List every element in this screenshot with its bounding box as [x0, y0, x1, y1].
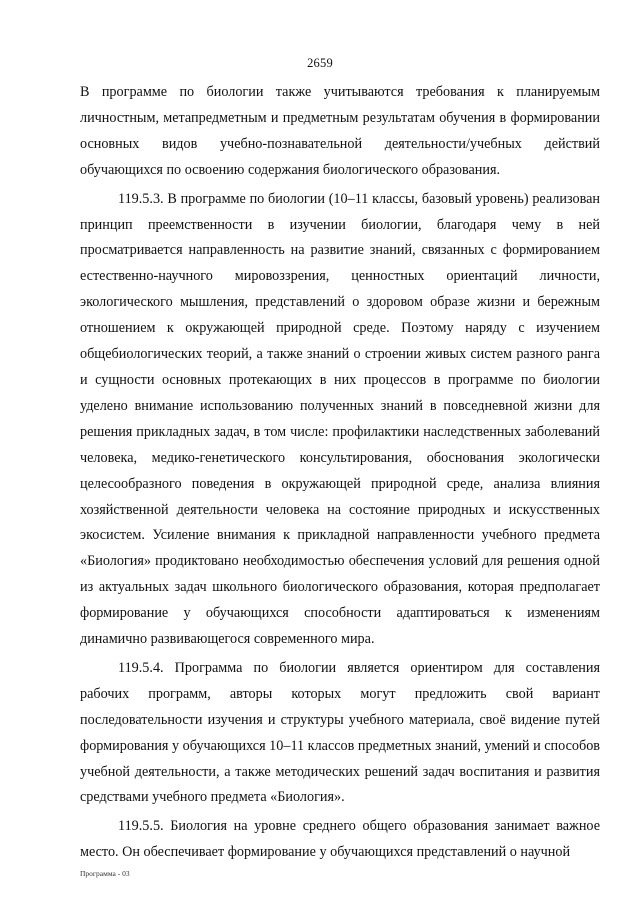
paragraph-119-5-4: 119.5.4. Программа по биологии является ориентиром для составления рабочих программ, авторы которых могут предложить свой вариант последовательности изучения и структуры учебного материала, своё видение путей формирования у обучающихся 10–11 классов предметных знаний, умений и способов учебной деятельности, а также методических решений задач воспитания и развития средствами учебного предмета «Биология». — [80, 659, 600, 806]
paragraph-119-5-3: 119.5.3. В программе по биологии (10–11 классы, базовый уровень) реализован принцип преемственности в изучении биологии, благодаря чему в ней просматривается направленность на развитие знаний, связанных с формированием естественно-научного мировоззрения, ценностных ориентаций личности, экологического мышления, представлений о здоровом образе жизни и бережным отношением к окружающей природной среде. Поэтому наряду с изучением общебиологических теорий, а также знаний о строении живых систем разного ранга и сущности основных протекающих в них процессов в программе по биологии уделено внимание использованию полученных знаний в повседневной жизни для решения прикладных задач, в том числе: профилактики наследственных заболеваний человека, медико-генетического консультирования, обоснования экологически целесообразного поведения в окружающей природной среде, анализа влияния хозяйственной деятельности человека на состояние природных и искусственных экосистем. Усиление внимания к прикладной направленности учебного предмета «Биология» продиктовано необходимостью обеспечения условий для решения одной из актуальных задач школьного биологического образования, которая предполагает формирование у обучающихся способности адаптироваться к изменениям динамично развивающегося современного мира. — [80, 190, 600, 648]
footer-label: Программа - 03 — [80, 869, 130, 878]
paragraph-119-5-5: 119.5.5. Биология на уровне среднего общего образования занимает важное место. Он обеспечивает формирование у обучающихся представлений о научной — [80, 818, 600, 861]
page-number: 2659 — [307, 56, 333, 70]
document-body — [80, 80, 600, 866]
paragraph-intro: В программе по биологии также учитываются требования к планируемым личностным, метапредметным и предметным результатам обучения в формировании основных видов учебно-познавательной деятельности/учебных действий обучающихся по освоению содержания биологического образования. — [80, 84, 600, 178]
